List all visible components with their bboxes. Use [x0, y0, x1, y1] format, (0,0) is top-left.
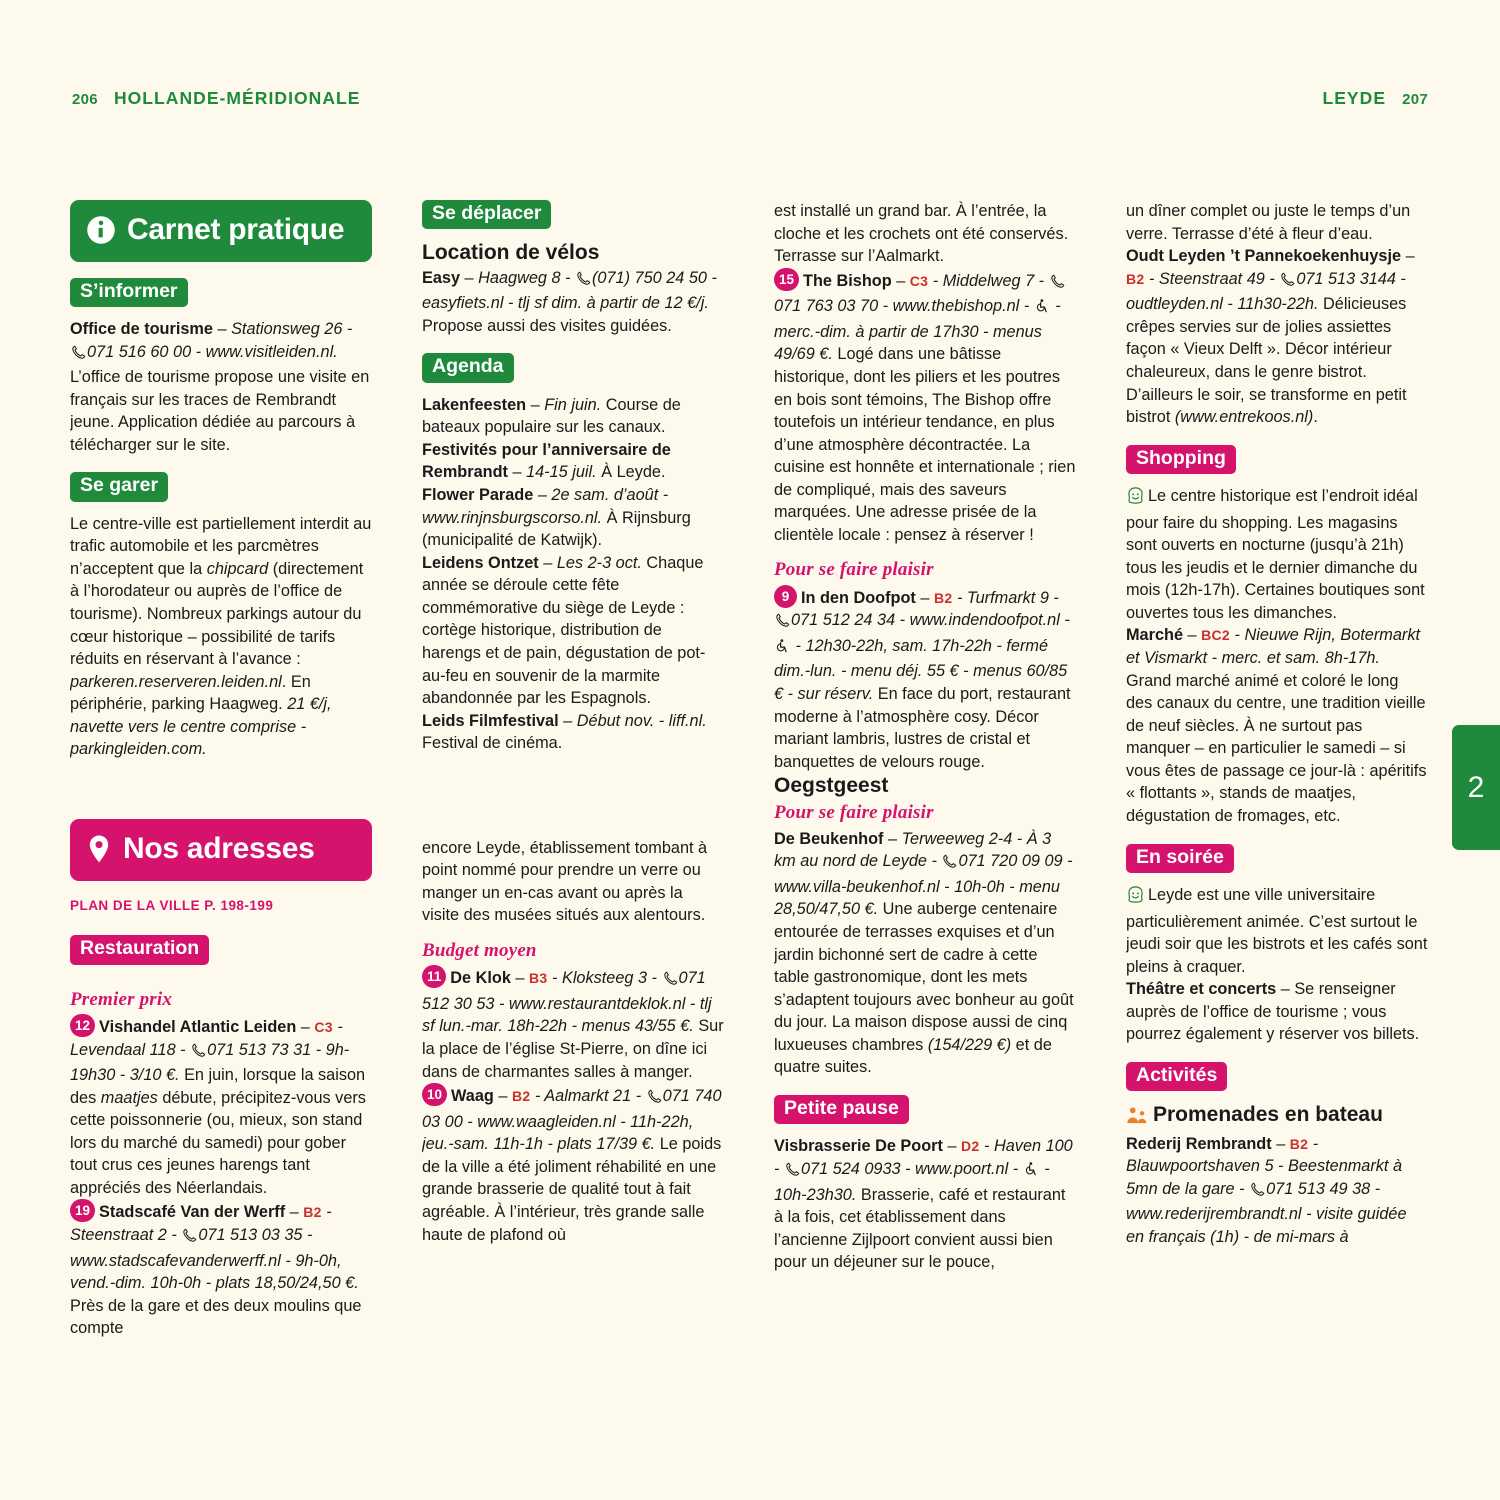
entry-phone-hours: 071 513 3144 - oudtleyden.nl - 11h30-22h.	[1126, 269, 1406, 314]
grid-reference: B3	[529, 970, 548, 987]
en-soiree-text: Leyde est une ville universitaire particulièrement animée. C’est surtout le jeudi soir que les bistrots et les cafés sont pleins à craquer.	[1126, 885, 1428, 976]
phone-icon	[942, 855, 957, 873]
phone-icon	[775, 614, 790, 632]
entry-phone: 071 516 60 00 -	[87, 342, 206, 361]
entry-description-2: .	[1313, 408, 1318, 427]
entry-address: - Kloksteeg 3 -	[547, 969, 662, 988]
activity-title: Promenades en bateau	[1153, 1103, 1383, 1127]
parking-details: 21 €/j, navette vers le centre comprise - parkingleiden.com.	[70, 695, 332, 759]
entry-name: Office de tourisme	[70, 319, 213, 338]
entry-phone-website: 071 512 24 34 - www.indendoofpot.nl -	[791, 611, 1070, 630]
entry-de-klok: 11 De Klok – B3 - Kloksteeg 3 - 071 512 30 53 - www.restaurantdeklok.nl - tlj sf lun.-mar. 18h-22h - menus 43/55 €. Sur la place de l’église St-Pierre, on dîne ici dans de charmantes salles à manger.	[422, 965, 724, 1083]
entry-oudt-leyden: Oudt Leyden ’t Pannekoekenhuysje – B2 - Steenstraat 49 - 071 513 3144 - oudtleyden.nl - 11h30-22h. Délicieuses crêpes servies sur de jolies assiettes façon « Vieux Delft ». Décor intérieur chaleureux, dans le genre bistrot. D’ailleurs le soir, se transforme en petit bistrot (www.entrekoos.nl).	[1126, 247, 1415, 427]
dash: –	[460, 268, 479, 287]
column-4	[1126, 200, 1428, 1430]
wheelchair-icon	[775, 640, 790, 658]
entry-phone-website-tour: 071 513 49 38 - www.rederijrembrandt.nl - visite guidée en français (1h) - de mi-mars à	[1126, 1179, 1407, 1246]
entry-name: De Beukenhof	[774, 829, 884, 848]
folio-left: 206	[72, 91, 98, 108]
entry-name: Vishandel Atlantic Leiden	[99, 1017, 297, 1036]
event-description: À Rijnsburg (municipalité de Katwijk).	[422, 508, 691, 550]
entry-name: Visbrasserie De Poort	[774, 1137, 943, 1156]
rubric-premier-prix: Premier prix	[70, 988, 173, 1010]
entry-website[interactable]: www.visitleiden.nl.	[205, 342, 338, 361]
continuation-paragraph: est installé un grand bar. À l’entrée, la cloche et les crochets ont été conservés. Terrasse sur l’Aalmarkt.	[774, 202, 1069, 266]
entry-address-hours: - Nieuwe Rijn, Botermarkt et Vismarkt - merc. et sam. 8h-17h.	[1126, 626, 1420, 667]
entry-marche: Marché – BC2 - Nieuwe Rijn, Botermarkt et Vismarkt - merc. et sam. 8h-17h. Grand marché animé et coloré le long des canaux du centre, une tradition vieille de neuf siècles. À ne surtout pas manquer – en particulier le samedi – si vous êtes de passage ce jour-là : apéritifs « flottants », stands de maatjes, dégustation de fromages, etc.	[1126, 626, 1427, 825]
smiley-icon	[1126, 491, 1145, 509]
entry-hours: - 10h-23h30.	[774, 1159, 1050, 1204]
event-description: À Leyde.	[596, 463, 666, 482]
wheelchair-icon	[1024, 1163, 1039, 1181]
event-date: Fin juin.	[544, 395, 602, 414]
se-garer-paragraph	[70, 513, 372, 761]
entry-description: Logé dans une bâtisse historique, dont les piliers et les poutres en bois sont témoins, The Bishop offre toutefois un intérieur tendance, en plus d’une atmosphère décontractée. La cuisine est honnête et internationale ; rien de compliqué, mais des saveurs marquées. Une adresse prisée de la clientèle locale : pensez à réserver !	[774, 345, 1076, 544]
entry-description: En juin, lorsque la saison des	[70, 1066, 366, 1107]
phone-icon	[182, 1229, 197, 1247]
event-name: Lakenfeesten	[422, 395, 527, 414]
tag-agenda: Agenda	[422, 353, 514, 382]
tag-shopping: Shopping	[1126, 445, 1236, 474]
event-name: Leidens Ontzet	[422, 553, 539, 572]
entry-theatre-et-concerts	[1126, 978, 1428, 1046]
text-part-3: . En périphérie, parking Haagweg.	[70, 672, 311, 714]
entry-description-2: débute, précipitez-vous vers cette poissonnerie (ou, mieux, son stand lors du marché du samedi) pour gober tout crus ces jeunes harengs tant appréciés des Néerlandais.	[70, 1088, 366, 1197]
entry-name: Marché	[1126, 626, 1184, 645]
plan-reference: PLAN DE LA VILLE P. 198-199	[70, 897, 274, 913]
rubric-pour-se-faire-plaisir: Pour se faire plaisir	[774, 559, 934, 581]
entry-description: – Se renseigner auprès de l’office de tourisme ; vous pourrez également y réserver vos billets.	[1126, 980, 1420, 1044]
map-marker-badge[interactable]: 19	[70, 1199, 95, 1222]
grid-reference: B2	[303, 1204, 322, 1221]
event-date: 14-15 juil.	[526, 463, 597, 482]
entry-phone-hours-price: 071 513 73 31 - 9h-19h30 - 3/10 €.	[70, 1040, 350, 1085]
entry-description: Grand marché animé et coloré le long des canaux du centre, une tradition vieille de neuf siècles. À ne surtout pas manquer – en particulier le samedi – si vous êtes de passage ce jour-là : apéritifs « flottants », stands de maatjes, dégustation de fromages, etc.	[1126, 671, 1427, 825]
entry-description-2: et de quatre suites.	[774, 1035, 1052, 1077]
phone-icon	[1050, 275, 1065, 293]
rubric-budget-moyen: Budget moyen	[422, 940, 537, 961]
running-head-left	[72, 88, 360, 109]
event-date: Les 2-3 oct.	[556, 553, 642, 572]
entry-description: Près de la gare et des deux moulins que compte	[70, 1296, 362, 1338]
people-icon	[1126, 1107, 1148, 1130]
column-2	[422, 200, 724, 1430]
entry-description: Propose aussi des visites guidées.	[422, 316, 672, 335]
text-part-1: Le centre-ville est partiellement interdit au trafic automobile et les parcmètres n’acceptent que la	[70, 514, 372, 578]
event-date: 2e sam. d’août - www.rinjnsburgscorso.nl.	[422, 486, 669, 527]
rubric-pour-se-faire-plaisir-2: Pour se faire plaisir	[774, 802, 934, 824]
wheelchair-icon	[1035, 300, 1050, 318]
shopping-paragraph	[1126, 485, 1428, 624]
entry-name: Rederij Rembrandt	[1126, 1134, 1272, 1153]
entry-address: - Turfmarkt 9 -	[952, 588, 1059, 607]
entry-alt-website[interactable]: (www.entrekoos.nl)	[1174, 408, 1314, 427]
entry-name: Théâtre et concerts	[1126, 980, 1277, 999]
event-leidens-ontzet: Leidens Ontzet – Les 2-3 oct. Chaque année se déroule cette fête commémorative du siège de Leyde : cortège historique, distribution de harengs et de pain, dégustation de pot-au-feu en souvenir de la marmite abandonnée par les Espagnols.	[422, 553, 706, 708]
info-circle-icon	[86, 215, 116, 245]
folio-right: 207	[1402, 91, 1428, 108]
grid-reference: C3	[314, 1018, 333, 1035]
phone-icon	[785, 1163, 800, 1181]
term-chipcard: chipcard	[206, 559, 269, 578]
event-description: Course de bateaux populaire sur les canaux.	[422, 395, 681, 437]
entry-phone-hours-price: (071) 750 24 50 - easyfiets.nl - tlj sf dim. à partir de 12 €/j.	[422, 268, 717, 313]
smiley-icon	[1126, 890, 1145, 908]
entry-vishandel-atlantic-leiden: 12 Vishandel Atlantic Leiden – C3 - Levendaal 118 - 071 513 73 31 - 9h-19h30 - 3/10 €. En juin, lorsque la saison des maatjes débute, précipitez-vous vers cette poissonnerie (ou, mieux, son stand lors du marché du samedi) pour gober tout crus ces jeunes harengs tant appréciés des Néerlandais.	[70, 1014, 372, 1200]
tag-activites: Activités	[1126, 1062, 1227, 1091]
column-3	[774, 200, 1076, 1430]
entry-address: - Steenstraat 2 -	[70, 1203, 332, 1245]
column-1	[70, 200, 372, 1430]
entry-in-den-doofpot: 9 In den Doofpot – B2 - Turfmarkt 9 - 071 512 24 34 - www.indendoofpot.nl - - 12h30-22h, sam. 17h-22h - fermé dim.-lun. - menu déj. 55 € - menus 60/85 € - sur réserv. En face du port, restaurant moderne à l’atmosphère cosy. Décor mariant lambris, lustres de cristal et banquettes de velours rouge.	[774, 585, 1076, 774]
event-name: Festivités pour l’anniversaire de Rembrandt	[422, 440, 671, 482]
section-banner-label: Nos adresses	[123, 831, 315, 865]
map-marker-badge[interactable]: 11	[422, 965, 446, 988]
running-head-left-title: HOLLANDE-MÉRIDIONALE	[113, 88, 361, 108]
continuation-paragraph: un dîner complet ou juste le temps d’un verre. Terrasse d’été à fleur d’eau.	[1126, 202, 1411, 243]
entry-phone-hours-price: 071 512 30 53 - www.restaurantdeklok.nl - tlj sf lun.-mar. 18h-22h - menus 43/55 €.	[422, 969, 712, 1036]
grid-reference: B2	[933, 589, 953, 606]
entry-name: De Klok	[450, 969, 511, 988]
event-festivites-rembrandt: Festivités pour l’anniversaire de Rembrandt – 14-15 juil. À Leyde.	[422, 440, 671, 482]
map-pin-icon	[86, 834, 112, 864]
entry-description: Une auberge centenaire entourée de terrasses exquises et d’un jardin bichonné sert de cadre à cette table gastronomique, dont les mets s’adaptent toujours avec bonheur au goût du jour. La maison dispose aussi de cinq luxueuses chambres	[774, 900, 1074, 1054]
entry-phone-hours-price: 071 740 03 00 - www.waagleiden.nl - 11h-22h, jeu.-sam. 11h-1h - plats 17/39 €.	[422, 1087, 722, 1154]
entry-the-bishop: 15 The Bishop – C3 - Middelweg 7 - 071 763 03 70 - www.thebishop.nl - - merc.-dim. à partir de 17h30 - menus 49/69 €. Logé dans une bâtisse historique, dont les piliers et les poutres en bois sont témoins, The Bishop offre toutefois un intérieur tendance, en plus d’une atmosphère décontractée. La cuisine est honnête et internationale ; rien de compliqué, mais des saveurs marquées. Une adresse prisée de la clientèle locale : pensez à réserver !	[774, 268, 1076, 547]
phone-icon	[576, 272, 591, 290]
entry-description: En face du port, restaurant moderne à l’atmosphère cosy. Décor mariant lambris, lustres de cristal et banquettes de velours rouge.	[774, 685, 1071, 771]
map-marker-badge[interactable]: 10	[422, 1083, 447, 1106]
entry-name: In den Doofpot	[801, 588, 916, 607]
entry-waag: 10 Waag – B2 - Aalmarkt 21 - 071 740 03 00 - www.waagleiden.nl - 11h-22h, jeu.-sam. 11h-1h - plats 17/39 €. Le poids de la ville a été joliment réhabilité en une grande brasserie de qualité tout à fait agréable. À l’intérieur, très grande salle haute de plafond où	[422, 1083, 724, 1246]
entry-address: - Levendaal 118 -	[70, 1017, 343, 1059]
tag-restauration: Restauration	[70, 935, 209, 964]
chapter-thumb-tab	[1452, 725, 1500, 850]
entry-phone-hours-price: 071 513 03 35 - www.stadscafevanderwerff.nl - 9h-0h, vend.-dim. 10h-0h - plats 18,50/24,50 €.	[70, 1226, 359, 1293]
tag-en-soiree: En soirée	[1126, 844, 1234, 873]
entry-office-de-tourisme	[70, 318, 372, 456]
continuation-paragraph: encore Leyde, établissement tombant à point nommé pour prendre un verre ou manger un en-cas avant ou après la visite des musées situés aux alentours.	[422, 838, 708, 925]
entry-de-beukenhof	[774, 828, 1076, 1079]
map-marker-badge[interactable]: 15	[774, 268, 799, 291]
tag-petite-pause: Petite pause	[774, 1095, 909, 1124]
shopping-text: Le centre historique est l’endroit idéal pour faire du shopping. Les magasins sont ouverts en nocturne (jusqu’à 21h) tous les jeudis et le dernier dimanche du mois (12h-17h). Certaines boutiques sont ouvertes tous les dimanches.	[1126, 487, 1425, 622]
entry-room-price: (154/229 €)	[927, 1035, 1012, 1054]
event-description: Chaque année se déroule cette fête commémorative du siège de Leyde : cortège historique, distribution de harengs et de pain, dégustation de pot-au-feu en souvenir de la marmite abandonnée par les Espagnols.	[422, 553, 706, 708]
entry-phone-website: 071 524 0933 - www.poort.nl -	[800, 1159, 1023, 1178]
event-date: Début nov. - liff.nl.	[576, 711, 707, 730]
phone-icon	[1250, 1183, 1265, 1201]
entry-phone-website: 071 763 03 70 - www.thebishop.nl -	[774, 297, 1034, 316]
section-banner-carnet-pratique	[70, 200, 372, 262]
entry-easy	[422, 267, 724, 338]
running-head-right	[1322, 88, 1428, 109]
running-head-right-title: LEYDE	[1322, 88, 1387, 108]
en-soiree-paragraph	[1126, 884, 1428, 978]
phone-icon	[663, 972, 678, 990]
activity-heading-promenades-en-bateau	[1126, 1102, 1428, 1131]
entry-name: Oudt Leyden ’t Pannekoekenhuysje	[1126, 247, 1402, 266]
page-columns	[70, 200, 1430, 1430]
grid-reference: D2	[961, 1138, 980, 1155]
grid-reference: B2	[511, 1088, 531, 1105]
entry-address: – Terweeweg 2-4 - À 3 km au nord de Leyde -	[774, 829, 1052, 871]
term-maatjes: maatjes	[100, 1088, 158, 1107]
entry-address: - Haven 100 -	[774, 1137, 1073, 1178]
subheading-oegstgeest: Oegstgeest	[774, 774, 889, 798]
tag-se-garer: Se garer	[70, 472, 168, 501]
section-banner-label: Carnet pratique	[127, 213, 345, 246]
grid-reference: C3	[909, 272, 929, 289]
event-name: Flower Parade	[422, 486, 534, 504]
section-banner-nos-adresses	[70, 819, 372, 881]
entry-visbrasserie-de-poort: Visbrasserie De Poort – D2 - Haven 100 - 071 524 0933 - www.poort.nl - - 10h-23h30. Brasserie, café et restaurant à la fois, cet établissement dans l’ancienne Zijlpoort convient aussi bien pour un déjeuner sur le pouce,	[774, 1137, 1073, 1272]
event-description: Festival de cinéma.	[422, 734, 563, 753]
phone-icon	[647, 1090, 662, 1108]
entry-stadscafe-van-der-werff: 19 Stadscafé Van der Werff – B2 - Steenstraat 2 - 071 513 03 35 - www.stadscafevanderwerff.nl - 9h-0h, vend.-dim. 10h-0h - plats 18,50/24,50 €. Près de la gare et des deux moulins que compte	[70, 1199, 372, 1339]
entry-description: Sur la place de l’église St-Pierre, on dîne ici dans de charmantes salles à manger.	[422, 1017, 724, 1081]
phone-icon	[71, 346, 86, 364]
phone-icon	[191, 1044, 206, 1062]
entry-description: L’office de tourisme propose une visite en français sur les traces de Rembrandt jeune. Application dédiée au parcours à télécharger sur le site.	[70, 368, 370, 454]
entry-name: Waag	[451, 1087, 494, 1106]
grid-reference: B2	[1126, 270, 1145, 287]
subheading-location-de-velos: Location de vélos	[422, 241, 600, 265]
entry-description: Le poids de la ville a été joliment réhabilité en une grande brasserie de qualité tout à fait agréable. À l’intérieur, très grande salle haute de plafond où	[422, 1135, 722, 1244]
entry-address: Haagweg 8 -	[478, 268, 575, 287]
map-marker-badge[interactable]: 9	[774, 585, 797, 608]
entry-hours-price: - merc.-dim. à partir de 17h30 - menus 49/69 €.	[774, 297, 1061, 364]
entry-address: - Middelweg 7 -	[928, 271, 1049, 290]
event-flower-parade: Flower Parade – 2e sam. d’août - www.rinjnsburgscorso.nl. À Rijnsburg (municipalité de Katwijk).	[422, 486, 691, 550]
entry-name: Stadscafé Van der Werff	[99, 1203, 286, 1222]
entry-address: - Steenstraat 49 -	[1144, 269, 1280, 288]
text-part-2: (directement à l’horodateur ou auprès de l’office de tourisme). Nombreux parkings autour du cœur historique – possibilité de tarifs réduits en réservant à l’avance :	[70, 559, 364, 669]
dash: –	[212, 319, 232, 338]
event-leids-filmfestival: Leids Filmfestival – Début nov. - liff.nl. Festival de cinéma.	[422, 711, 707, 753]
map-marker-badge[interactable]: 12	[70, 1014, 95, 1037]
entry-hours-price: - 12h30-22h, sam. 17h-22h - fermé dim.-lun. - menu déj. 55 € - menus 60/85 € - sur réserv.	[774, 636, 1068, 703]
entry-address: -Blauwpoortshaven 5 - Beestenmarkt à 5mn de la gare -	[1126, 1134, 1403, 1198]
tag-sinformer: S’informer	[70, 278, 188, 307]
event-name: Leids Filmfestival	[422, 711, 559, 730]
entry-name: Easy	[422, 268, 461, 287]
grid-reference: B2	[1289, 1135, 1309, 1152]
entry-description: Délicieuses crêpes servies sur de jolies assiettes façon « Vieux Delft ». Décor intérieur chaleureux, dans le genre bistrot. D’ailleurs le soir, se transforme en petit bistrot	[1126, 295, 1407, 427]
entry-rederij-rembrandt: Rederij Rembrandt – B2 -Blauwpoortshaven 5 - Beestenmarkt à 5mn de la gare - 071 513 49 38 - www.rederijrembrandt.nl - visite guidée en français (1h) - de mi-mars à	[1126, 1134, 1407, 1246]
chapter-number: 2	[1467, 770, 1485, 804]
grid-reference: BC2	[1201, 627, 1230, 644]
event-lakenfeesten: Lakenfeesten – Fin juin. Course de bateaux populaire sur les canaux.	[422, 395, 681, 437]
entry-phone-hours-price: 071 720 09 09 - www.villa-beukenhof.nl - 10h-0h - menu 28,50/47,50 €.	[774, 852, 1073, 919]
entry-address: Stationsweg 26 -	[231, 319, 353, 338]
entry-address: - Aalmarkt 21 -	[530, 1087, 646, 1106]
entry-description: Brasserie, café et restaurant à la fois, cet établissement dans l’ancienne Zijlpoort convient aussi bien pour un déjeuner sur le pouce,	[774, 1185, 1066, 1272]
phone-icon	[1280, 273, 1295, 291]
entry-name: The Bishop	[803, 271, 892, 290]
tag-se-deplacer: Se déplacer	[422, 200, 551, 229]
parking-website[interactable]: parkeren.reserveren.leiden.nl	[70, 672, 282, 691]
